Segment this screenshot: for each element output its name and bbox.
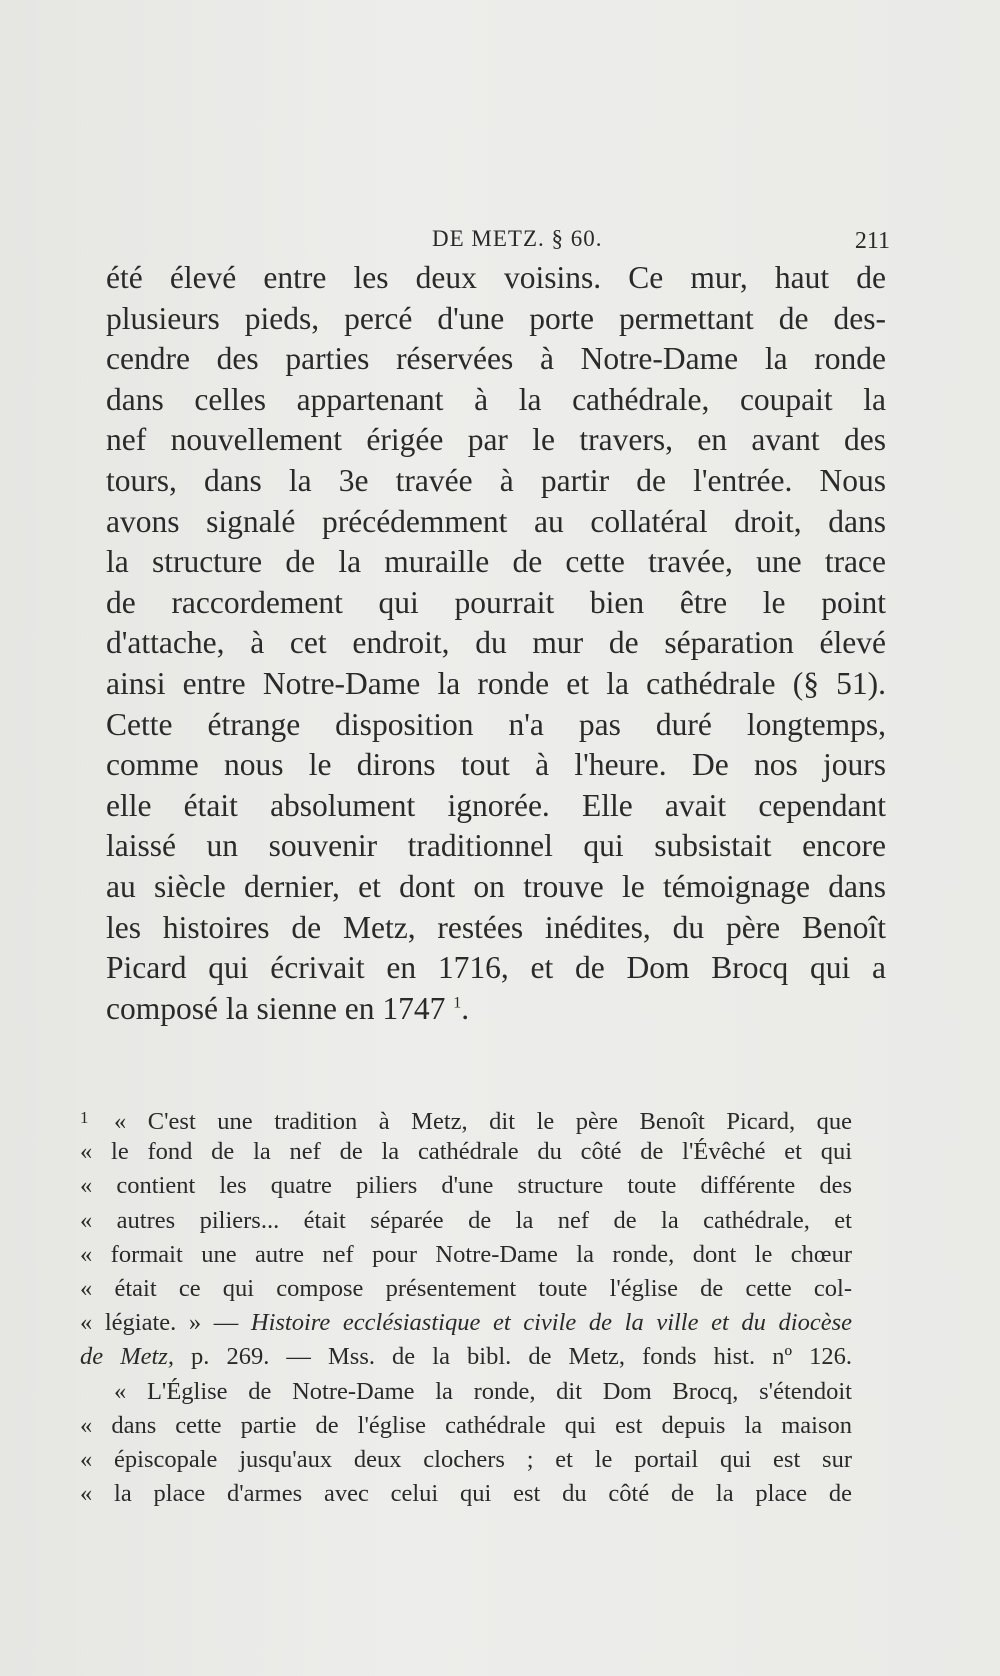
footnote-text: « légiate. » — <box>80 1309 251 1337</box>
footnotes <box>80 1101 852 1511</box>
footnote-line: « contient les quatre piliers d'une structure toute différente des <box>80 1172 852 1200</box>
text-line: Cette étrange disposition n'a pas duré longtemps, <box>106 706 886 742</box>
text-line: la structure de la muraille de cette travée, une trace <box>106 544 886 580</box>
text-line: nef nouvellement érigée par le travers, en avant des <box>106 422 886 458</box>
text-line: avons signalé précédemment au collatéral droit, dans <box>106 503 886 539</box>
footnote-text: p. 269. — Mss. de la bibl. de Metz, fonds hist. nº 126. <box>173 1343 852 1371</box>
footnote-line: « était ce qui compose présentement toute l'église de cette col- <box>80 1274 852 1302</box>
text-line: au siècle dernier, et dont on trouve le témoignage dans <box>106 868 886 904</box>
running-title: DE METZ. § 60. <box>432 226 603 251</box>
footnote-line: « formait une autre nef pour Notre-Dame la ronde, dont le chœur <box>80 1240 852 1268</box>
footnote-line: « épiscopale jusqu'aux deux clochers ; et le portail qui est sur <box>80 1445 852 1473</box>
main-text <box>106 258 886 1029</box>
footnote-line: « le fond de la nef de la cathédrale du côté de l'Évêché et qui <box>80 1138 852 1166</box>
text-line: comme nous le dirons tout à l'heure. De nos jours <box>106 747 886 783</box>
text-line: Picard qui écrivait en 1716, et de Dom Brocq qui a <box>106 950 886 986</box>
text-line: dans celles appartenant à la cathédrale, coupait la <box>106 381 886 417</box>
text-line: tours, dans la 3e travée à partir de l'entrée. Nous <box>106 462 886 498</box>
footnote-marker: 1 <box>80 1108 89 1127</box>
last-line-text: composé la sienne en 1747 <box>106 990 446 1026</box>
text-line: été élevé entre les deux voisins. Ce mur, haut de <box>106 260 886 295</box>
page-header <box>110 226 890 260</box>
book-title: Histoire ecclésiastique et civile de la ville et du diocèse <box>250 1309 852 1337</box>
text-line: plusieurs pieds, percé d'une porte permettant de des- <box>106 300 886 336</box>
footnote-line <box>80 1306 852 1340</box>
footnote-first-line: « C'est une tradition à Metz, dit le père Benoît Picard, que <box>114 1108 852 1135</box>
footnote-line <box>80 1101 852 1135</box>
text-line: laissé un souvenir traditionnel qui subsistait encore <box>106 828 886 864</box>
footnote-line: « L'Église de Notre-Dame la ronde, dit Dom Brocq, s'étendoit <box>114 1377 852 1405</box>
text-line: ainsi entre Notre-Dame la ronde et la cathédrale (§ 51). <box>106 665 886 701</box>
text-line: les histoires de Metz, restées inédites, du père Benoît <box>106 909 886 945</box>
text-line: elle était absolument ignorée. Elle avait cependant <box>106 787 886 823</box>
book-title-cont: de Metz, <box>80 1343 174 1371</box>
footnote-line: « dans cette partie de l'église cathédrale qui est depuis la maison <box>80 1411 852 1439</box>
page-number: 211 <box>854 228 890 254</box>
text-line-last: composé la sienne en 1747 $^1$. <box>106 990 470 1026</box>
footnote-line <box>80 1340 852 1374</box>
footnote-line: « autres piliers... était séparée de la nef de la cathédrale, et <box>80 1206 852 1234</box>
text-line: cendre des parties réservées à Notre-Dame la ronde <box>106 341 886 377</box>
footnote-reference: 1 <box>453 994 462 1012</box>
text-line: de raccordement qui pourrait bien être le point <box>106 584 886 620</box>
text-line: d'attache, à cet endroit, du mur de séparation élevé <box>106 625 886 661</box>
footnote-line: « la place d'armes avec celui qui est du côté de la place de <box>80 1480 852 1508</box>
